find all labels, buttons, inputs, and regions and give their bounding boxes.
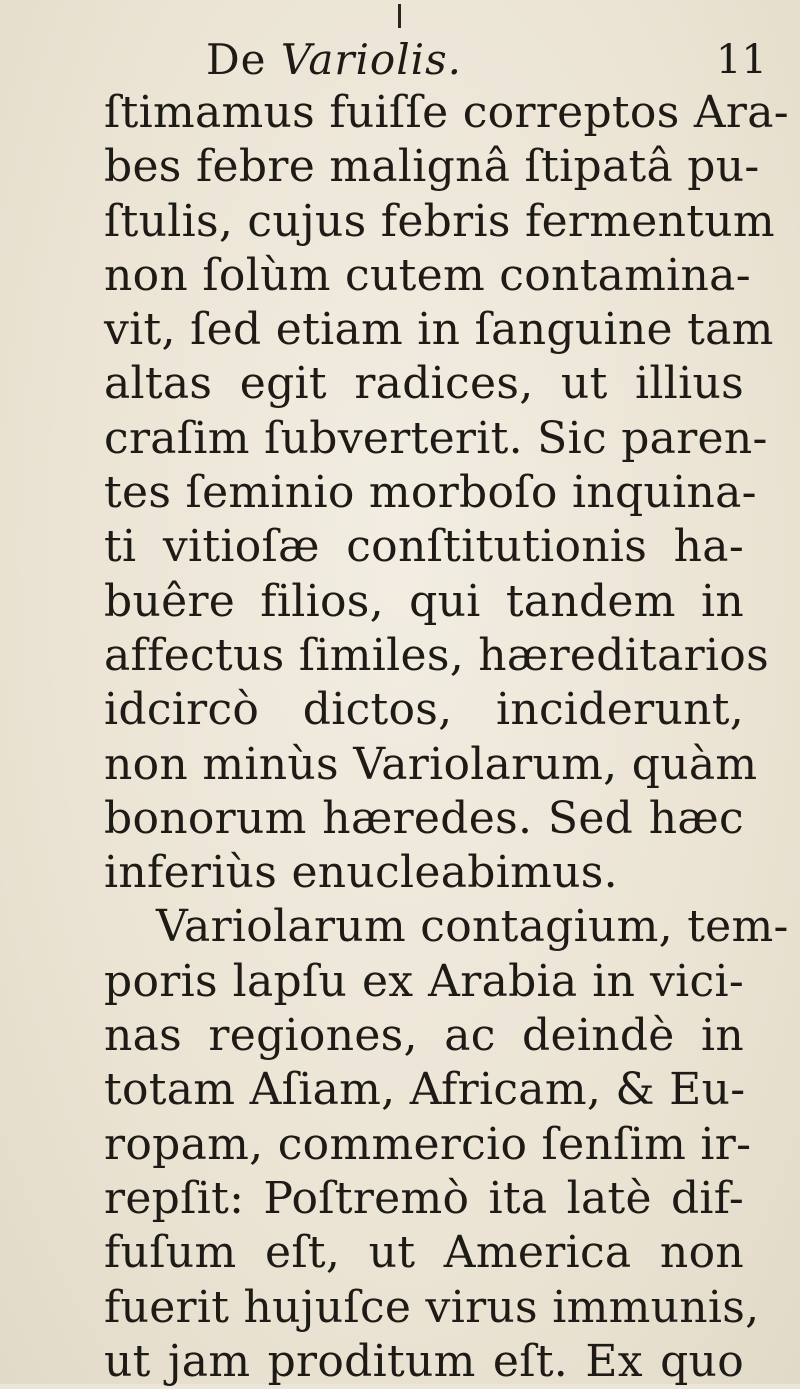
page-header — [0, 34, 800, 86]
text-line: ropam, commercio ſenſim ir- — [104, 1118, 752, 1170]
text-line: ſtimamus fuiſſe correptos Ara- — [104, 87, 789, 138]
text-line: tes ſeminio morboſo inquina- — [104, 467, 757, 519]
text-line: vit, ſed etiam in ſanguine tam — [104, 304, 774, 356]
text-line: buêre filios, qui tandem in — [104, 575, 744, 627]
text-line: fuſum eſt, ut America non — [104, 1227, 744, 1279]
text-line: ti vitioſæ conſtitutionis ha- — [104, 521, 744, 573]
running-title-prefix: De — [206, 35, 281, 84]
page-number: 11 — [716, 37, 767, 83]
body-text — [104, 86, 789, 1389]
text-line: inferiùs enucleabimus. — [104, 847, 618, 899]
text-line: altas egit radices, ut illius — [104, 358, 744, 410]
top-edge-mark — [398, 4, 401, 28]
text-line: Variolarum contagium, tem- — [156, 901, 789, 953]
text-line: ut jam proditum eſt. Ex quo — [104, 1335, 744, 1387]
text-line: non minùs Variolarum, quàm — [104, 738, 758, 790]
text-line: totam Aſiam, Africam, & Eu- — [104, 1064, 746, 1116]
text-line: bonorum hæredes. Sed hæc — [104, 792, 744, 844]
running-title — [206, 34, 462, 86]
text-line: idcircò dictos, inciderunt, — [104, 684, 744, 736]
text-line: fuerit hujuſce virus immunis, — [104, 1281, 760, 1333]
text-line: nas regiones, ac deindè in — [104, 1010, 744, 1062]
running-title-italic: Variolis. — [280, 35, 462, 84]
text-line: craſim ſubverterit. Sic paren- — [104, 412, 768, 464]
text-line: ſtulis, cujus febris fermentum — [104, 195, 775, 247]
text-line: affectus ſimiles, hæreditarios — [104, 629, 769, 681]
text-line: repſit: Poſtremò ita latè dif- — [104, 1172, 744, 1224]
text-line: poris lapſu ex Arabia in vici- — [104, 955, 744, 1007]
text-line: non ſolùm cutem contamina- — [104, 249, 751, 301]
text-line: bes febre malignâ ſtipatâ pu- — [104, 141, 760, 193]
